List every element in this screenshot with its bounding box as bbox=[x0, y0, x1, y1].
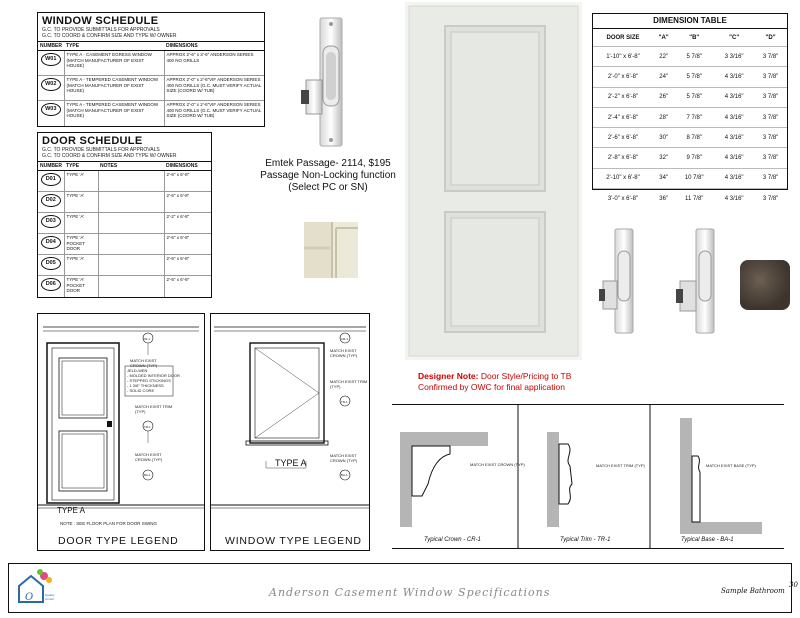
bronze-finish-swatch bbox=[740, 260, 790, 310]
dimension-cell: 36" bbox=[653, 189, 674, 209]
dimension-cell: 7 7/8" bbox=[674, 107, 714, 127]
dimension-cell: 5 7/8" bbox=[674, 87, 714, 107]
svg-text:O: O bbox=[25, 592, 34, 603]
window-type: TYPE A - TEMPERED CASEMENT WINDOW (MATCH MANUFACTURER OF EXIST HOUSE) bbox=[64, 101, 164, 126]
hardware-caption bbox=[258, 158, 398, 194]
hardware-caption-line: Passage Non-Locking function bbox=[260, 170, 396, 181]
door-spec-line: - STEPPED STICKINGS bbox=[127, 378, 171, 383]
door-size-cell: 3'-0" x 6'-8" bbox=[593, 189, 653, 209]
table-row bbox=[38, 76, 264, 101]
door-crown-callout: MATCH EXIST CROWN (TYP) bbox=[130, 358, 158, 368]
column-header: NUMBER bbox=[38, 162, 64, 171]
dimension-cell: 24" bbox=[653, 67, 674, 87]
window-schedule-title: WINDOW SCHEDULE bbox=[42, 15, 159, 27]
dimension-cell: 3 7/8" bbox=[754, 47, 787, 67]
door-tag: D01 bbox=[41, 173, 61, 186]
title-block-footer bbox=[8, 563, 798, 613]
dimension-cell: 4 3/16" bbox=[714, 67, 754, 87]
table-row bbox=[593, 47, 787, 67]
dimension-cell: 8 7/8" bbox=[674, 128, 714, 148]
door-spec-line: - MOLDED INTERIOR DOOR bbox=[127, 373, 180, 378]
door-type: TYPE 'A' POCKET DOOR bbox=[64, 234, 98, 255]
door-spec-line: - SOLID CORE bbox=[127, 388, 155, 393]
window-tr-tag: TR-1 bbox=[341, 400, 348, 404]
window-type: TYPE A - TEMPERED CASEMENT WINDOW (MATCH MANUFACTURER OF EXIST HOUSE) bbox=[64, 76, 164, 101]
door-size-cell: 2'-8" x 6'-8" bbox=[593, 148, 653, 168]
dimension-cell: 3 7/8" bbox=[754, 67, 787, 87]
door-legend-title: DOOR TYPE LEGEND bbox=[58, 535, 179, 547]
window-legend-title: WINDOW TYPE LEGEND bbox=[225, 535, 362, 547]
hardware-caption-line: Emtek Passage- 2114, $195 bbox=[265, 158, 391, 169]
dimension-cell: 32" bbox=[653, 148, 674, 168]
door-dims: 2'-6" x 6'-8" bbox=[164, 255, 211, 276]
table-row bbox=[38, 255, 211, 276]
designer-note-label: Designer Note: bbox=[418, 371, 479, 381]
door-type: TYPE 'A' bbox=[64, 255, 98, 276]
window-type: TYPE A - CASEMENT EGRESS WINDOW (MATCH MANUFACTURER OF EXIST HOUSE) bbox=[64, 51, 164, 76]
door-size-cell: 2'-0" x 6'-8" bbox=[593, 67, 653, 87]
door-dims: 2'-6" x 6'-8" bbox=[164, 234, 211, 255]
window-schedule-note: G.C. TO COORD & CONFIRM SIZE AND TYPE W/ OWNER bbox=[42, 33, 177, 39]
table-row bbox=[38, 276, 211, 297]
window-tag: W01 bbox=[41, 53, 61, 66]
door-tag: D04 bbox=[41, 236, 61, 249]
window-dims: APPROX 2'-6" x 3'-6" ANDERSON SERIES 400 NO GRILLS bbox=[164, 51, 264, 76]
dimension-cell: 30" bbox=[653, 128, 674, 148]
footer-project-name: Sample Bathroom bbox=[721, 587, 785, 595]
dimension-cell: 3 7/8" bbox=[754, 148, 787, 168]
door-photo bbox=[405, 2, 582, 360]
table-row bbox=[38, 213, 211, 234]
door-swing-note: NOTE : SEE FLOOR PLAN FOR DOOR SWING bbox=[60, 521, 158, 526]
trim-detail-caption: Typical Base - BA-1 bbox=[681, 537, 734, 543]
door-tag: D03 bbox=[41, 215, 61, 228]
trim-detail-label: MATCH EXIST CROWN (TYP) bbox=[470, 462, 525, 467]
dimension-table bbox=[592, 13, 788, 202]
pocket-door-pull-alt-image bbox=[672, 225, 722, 337]
window-base-callout: MATCH EXIST CROWN (TYP) bbox=[330, 453, 358, 463]
dimension-cell: 3 7/8" bbox=[754, 107, 787, 127]
door-tag: D06 bbox=[41, 278, 61, 291]
door-type-label: TYPE A bbox=[57, 506, 86, 515]
door-size-cell: 1'-10" x 6'-8" bbox=[593, 47, 653, 67]
trim-detail-label: MATCH EXIST BASE (TYP) bbox=[706, 463, 756, 468]
door-schedule-title: DOOR SCHEDULE bbox=[42, 135, 143, 147]
dimension-cell: 10 7/8" bbox=[674, 168, 714, 188]
svg-text:Quality: Quality bbox=[45, 593, 55, 597]
window-dims: APPROX 2'-0" x 2'-6"VIF ANDERSON SERIES 400 NO GRILLS (G.C. MUST VERIFY ACTUAL SIZE (COORD W/ TUB) bbox=[164, 76, 264, 101]
trim-detail-caption: Typical Crown - CR-1 bbox=[424, 537, 481, 543]
door-spec-line: - 1 3/8" THICKNESS bbox=[127, 383, 164, 388]
door-type: TYPE 'A' bbox=[64, 171, 98, 192]
dimension-cell: 26" bbox=[653, 87, 674, 107]
table-row bbox=[593, 148, 787, 168]
door-tr-tag: TR-1 bbox=[144, 425, 151, 429]
trim-detail-caption: Typical Trim - TR-1 bbox=[560, 537, 611, 543]
hardware-caption-line: (Select PC or SN) bbox=[288, 182, 368, 193]
door-schedule-table bbox=[38, 161, 211, 297]
pocket-door-pull-image bbox=[597, 225, 637, 337]
column-header: TYPE bbox=[64, 162, 98, 171]
column-header: "D" bbox=[754, 29, 787, 47]
door-dims: 2'-6" x 6'-8" bbox=[164, 192, 211, 213]
table-row bbox=[38, 234, 211, 255]
door-elevation-drawing bbox=[37, 313, 205, 531]
company-logo bbox=[13, 566, 59, 610]
dimension-cell: 9 7/8" bbox=[674, 148, 714, 168]
window-schedule-note: G.C. TO PROVIDE SUBMITTALS FOR APPROVALS bbox=[42, 27, 160, 33]
dimension-cell: 3 7/8" bbox=[754, 168, 787, 188]
door-schedule-note: G.C. TO PROVIDE SUBMITTALS FOR APPROVALS bbox=[42, 147, 160, 153]
table-row bbox=[38, 51, 264, 76]
door-type: TYPE 'A' bbox=[64, 213, 98, 234]
dimension-cell: 4 3/16" bbox=[714, 87, 754, 107]
column-header: NOTES bbox=[98, 162, 164, 171]
page-number: 30 bbox=[789, 581, 798, 589]
trim-detail-label: MATCH EXIST TRIM (TYP) bbox=[596, 463, 645, 468]
table-row bbox=[593, 107, 787, 127]
window-elevation-drawing bbox=[210, 313, 370, 531]
column-header: "C" bbox=[714, 29, 754, 47]
window-trim-callout: MATCH EXIST TRIM (TYP) bbox=[330, 379, 368, 389]
window-schedule-table bbox=[38, 41, 264, 126]
table-row bbox=[593, 67, 787, 87]
door-spec-line: JELD-WEN bbox=[127, 368, 148, 373]
window-ba-tag: BA-1 bbox=[341, 473, 348, 477]
dimension-cell: 4 3/16" bbox=[714, 128, 754, 148]
column-header: DIMENSIONS bbox=[164, 42, 264, 51]
dimension-cell: 22" bbox=[653, 47, 674, 67]
designer-note bbox=[418, 371, 598, 393]
door-cr-tag: CR-1 bbox=[143, 337, 151, 341]
trim-profiles-drawing bbox=[392, 404, 784, 549]
footer-title: Anderson Casement Window Specifications bbox=[269, 586, 551, 599]
dimension-table-title: DIMENSION TABLE bbox=[653, 16, 727, 25]
dimension-cell: 3 7/8" bbox=[754, 189, 787, 209]
window-type-label: TYPE A bbox=[275, 458, 307, 468]
dimension-table-grid bbox=[593, 28, 787, 209]
dimension-cell: 4 3/16" bbox=[714, 189, 754, 209]
dimension-cell: 4 3/16" bbox=[714, 107, 754, 127]
window-crown-callout: MATCH EXIST CROWN (TYP) bbox=[330, 348, 358, 358]
window-tag: W03 bbox=[41, 103, 61, 116]
table-row bbox=[38, 171, 211, 192]
door-size-cell: 2'-2" x 6'-8" bbox=[593, 87, 653, 107]
column-header: TYPE bbox=[64, 42, 164, 51]
dimension-cell: 34" bbox=[653, 168, 674, 188]
column-header: DOOR SIZE bbox=[593, 29, 653, 47]
window-tag: W02 bbox=[41, 78, 61, 91]
window-cr-tag: CR-1 bbox=[341, 337, 349, 341]
door-panel-sample-image bbox=[300, 218, 362, 282]
door-dims: 2'-2" x 6'-8" bbox=[164, 213, 211, 234]
door-schedule bbox=[37, 132, 212, 298]
table-row bbox=[593, 87, 787, 107]
column-header: "B" bbox=[674, 29, 714, 47]
door-type: TYPE 'A' bbox=[64, 192, 98, 213]
door-size-cell: 2'-4" x 6'-8" bbox=[593, 107, 653, 127]
dimension-cell: 5 7/8" bbox=[674, 47, 714, 67]
dimension-cell: 3 7/8" bbox=[754, 87, 787, 107]
svg-text:Constr.: Constr. bbox=[45, 597, 55, 601]
dimension-cell: 5 7/8" bbox=[674, 67, 714, 87]
table-row bbox=[38, 101, 264, 126]
dimension-cell: 11 7/8" bbox=[674, 189, 714, 209]
door-dims: 2'-6" x 6'-8" bbox=[166, 277, 190, 282]
door-base-callout: MATCH EXIST CROWN (TYP) bbox=[135, 452, 163, 462]
window-dims: APPROX 2'-0" x 2'-6"VIF ANDERSON SERIES 400 NO GRILLS (G.C. MUST VERIFY ACTUAL SIZE (COORD W/ TUB) bbox=[166, 102, 262, 118]
dimension-cell: 28" bbox=[653, 107, 674, 127]
pocket-door-latch-image bbox=[296, 12, 354, 152]
table-row bbox=[593, 128, 787, 148]
door-tag: D02 bbox=[41, 194, 61, 207]
table-row bbox=[38, 192, 211, 213]
dimension-cell: 4 3/16" bbox=[714, 168, 754, 188]
dimension-cell: 3 3/16" bbox=[714, 47, 754, 67]
door-type: TYPE 'A' POCKET DOOR bbox=[64, 276, 98, 297]
table-row bbox=[593, 168, 787, 188]
window-schedule bbox=[37, 12, 265, 127]
dimension-cell: 4 3/16" bbox=[714, 148, 754, 168]
door-dims: 2'-6" x 6'-8" bbox=[164, 171, 211, 192]
column-header: DIMENSIONS bbox=[164, 162, 211, 171]
door-trim-callout: MATCH EXIST TRIM (TYP) bbox=[135, 404, 173, 414]
table-row bbox=[593, 189, 787, 209]
door-schedule-note: G.C. TO COORD & CONFIRM SIZE AND TYPE W/ OWNER bbox=[42, 153, 177, 159]
door-size-cell: 2'-6" x 6'-8" bbox=[593, 128, 653, 148]
dimension-cell: 3 7/8" bbox=[754, 128, 787, 148]
door-ba-tag: BA-1 bbox=[144, 473, 151, 477]
door-size-cell: 2'-10" x 6'-8" bbox=[593, 168, 653, 188]
column-header: NUMBER bbox=[38, 42, 64, 51]
door-tag: D05 bbox=[41, 257, 61, 270]
column-header: "A" bbox=[653, 29, 674, 47]
designer-note-text: Door Style/Pricing to TB Confirmed by OWC for final application bbox=[418, 371, 572, 392]
